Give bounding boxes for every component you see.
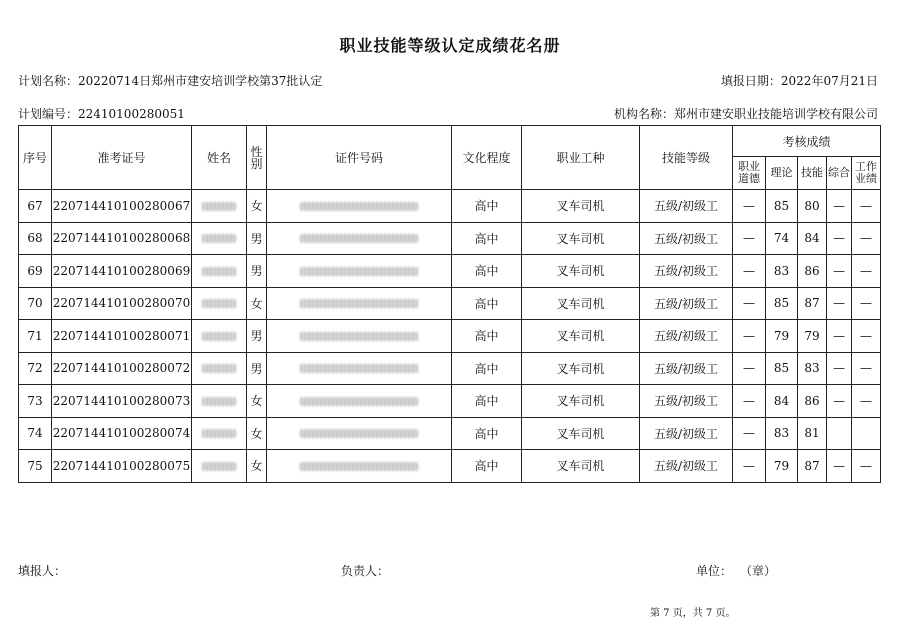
cell-ethics: — (733, 255, 766, 288)
cell-skill: 86 (798, 255, 827, 288)
cell-skill: 81 (798, 417, 827, 450)
cell-id-no (267, 352, 452, 385)
cell-level: 五级/初级工 (640, 450, 733, 483)
redacted-id-number (300, 234, 418, 243)
cell-work: — (852, 190, 881, 223)
cell-name (192, 287, 247, 320)
header-exam-no: 准考证号 (52, 126, 192, 190)
cell-name (192, 255, 247, 288)
footer-seal: （章） (740, 564, 777, 578)
cell-ethics: — (733, 222, 766, 255)
cell-gender: 男 (247, 255, 267, 288)
cell-level: 五级/初级工 (640, 352, 733, 385)
table-row (19, 320, 881, 353)
header-education: 文化程度 (452, 126, 522, 190)
cell-level: 五级/初级工 (640, 287, 733, 320)
table-row (19, 190, 881, 223)
cell-id-no (267, 450, 452, 483)
cell-skill: 87 (798, 287, 827, 320)
plan-number: 计划编号：22410100280051 (18, 107, 185, 121)
cell-name (192, 352, 247, 385)
cell-comprehensive: — (827, 385, 852, 418)
footer-unit: 单位： (696, 564, 733, 578)
cell-job: 叉车司机 (522, 385, 640, 418)
redacted-name (202, 332, 236, 341)
cell-exam-no: 220714410100280069 (52, 255, 192, 288)
cell-theory: 74 (766, 222, 798, 255)
cell-gender: 男 (247, 222, 267, 255)
header-ethics: 职业道德 (733, 157, 766, 190)
cell-level: 五级/初级工 (640, 320, 733, 353)
organization-name: 机构名称：郑州市建安职业技能培训学校有限公司 (613, 107, 878, 121)
cell-comprehensive: — (827, 222, 852, 255)
cell-theory: 79 (766, 320, 798, 353)
redacted-id-number (300, 267, 418, 276)
redacted-name (202, 397, 236, 406)
redacted-id-number (300, 202, 418, 211)
cell-education: 高中 (452, 352, 522, 385)
cell-seq: 71 (19, 320, 52, 353)
cell-education: 高中 (452, 255, 522, 288)
cell-job: 叉车司机 (522, 190, 640, 223)
cell-skill: 84 (798, 222, 827, 255)
cell-ethics: — (733, 450, 766, 483)
header-comprehensive: 综合 (827, 157, 852, 190)
cell-work: — (852, 385, 881, 418)
cell-education: 高中 (452, 222, 522, 255)
redacted-id-number (300, 397, 418, 406)
cell-id-no (267, 255, 452, 288)
cell-exam-no: 220714410100280067 (52, 190, 192, 223)
redacted-name (202, 234, 236, 243)
cell-job: 叉车司机 (522, 417, 640, 450)
cell-exam-no: 220714410100280075 (52, 450, 192, 483)
cell-education: 高中 (452, 385, 522, 418)
page-info: 第 7 页，共 7 页。 (650, 608, 736, 619)
cell-gender: 男 (247, 320, 267, 353)
cell-theory: 83 (766, 255, 798, 288)
header-theory: 理论 (766, 157, 798, 190)
table-row (19, 385, 881, 418)
page-title: 职业技能等级认定成绩花名册 (339, 36, 561, 55)
cell-seq: 75 (19, 450, 52, 483)
header-name: 姓名 (192, 126, 247, 190)
cell-education: 高中 (452, 320, 522, 353)
cell-work: — (852, 352, 881, 385)
header-job: 职业工种 (522, 126, 640, 190)
header-gender: 性别 (247, 126, 267, 190)
cell-education: 高中 (452, 287, 522, 320)
cell-ethics: — (733, 190, 766, 223)
report-date: 填报日期：2022年07月21日 (720, 74, 878, 88)
header-skill: 技能 (798, 157, 827, 190)
cell-id-no (267, 385, 452, 418)
cell-comprehensive: — (827, 287, 852, 320)
cell-theory: 85 (766, 287, 798, 320)
cell-seq: 73 (19, 385, 52, 418)
redacted-id-number (300, 429, 418, 438)
cell-skill: 80 (798, 190, 827, 223)
cell-exam-no: 220714410100280070 (52, 287, 192, 320)
cell-seq: 69 (19, 255, 52, 288)
table-row (19, 255, 881, 288)
cell-comprehensive: — (827, 450, 852, 483)
cell-theory: 84 (766, 385, 798, 418)
redacted-id-number (300, 364, 418, 373)
cell-ethics: — (733, 287, 766, 320)
cell-education: 高中 (452, 450, 522, 483)
plan-name: 计划名称：20220714日郑州市建安培训学校第37批认定 (18, 74, 323, 88)
footer-filler: 填报人： (18, 564, 67, 578)
header-id-no: 证件号码 (267, 126, 452, 190)
cell-skill: 79 (798, 320, 827, 353)
redacted-id-number (300, 462, 418, 471)
cell-comprehensive: — (827, 320, 852, 353)
cell-work: — (852, 320, 881, 353)
cell-work: — (852, 222, 881, 255)
cell-job: 叉车司机 (522, 255, 640, 288)
cell-gender: 男 (247, 352, 267, 385)
cell-ethics: — (733, 417, 766, 450)
table-row (19, 222, 881, 255)
redacted-id-number (300, 332, 418, 341)
table-row (19, 450, 881, 483)
cell-name (192, 385, 247, 418)
score-roster-table (18, 125, 881, 483)
redacted-name (202, 299, 236, 308)
cell-theory: 79 (766, 450, 798, 483)
cell-skill: 86 (798, 385, 827, 418)
header-level: 技能等级 (640, 126, 733, 190)
cell-name (192, 222, 247, 255)
cell-id-no (267, 222, 452, 255)
redacted-name (202, 202, 236, 211)
footer-responsible: 负责人： (341, 564, 390, 578)
roster-body (19, 190, 881, 483)
cell-seq: 68 (19, 222, 52, 255)
cell-comprehensive: — (827, 255, 852, 288)
cell-gender: 女 (247, 417, 267, 450)
cell-gender: 女 (247, 385, 267, 418)
cell-skill: 87 (798, 450, 827, 483)
cell-level: 五级/初级工 (640, 255, 733, 288)
cell-seq: 70 (19, 287, 52, 320)
cell-job: 叉车司机 (522, 450, 640, 483)
cell-exam-no: 220714410100280074 (52, 417, 192, 450)
cell-job: 叉车司机 (522, 352, 640, 385)
cell-seq: 74 (19, 417, 52, 450)
cell-gender: 女 (247, 287, 267, 320)
redacted-id-number (300, 299, 418, 308)
cell-id-no (267, 190, 452, 223)
redacted-name (202, 429, 236, 438)
cell-exam-no: 220714410100280073 (52, 385, 192, 418)
cell-exam-no: 220714410100280071 (52, 320, 192, 353)
cell-theory: 85 (766, 352, 798, 385)
cell-job: 叉车司机 (522, 287, 640, 320)
cell-ethics: — (733, 385, 766, 418)
cell-job: 叉车司机 (522, 320, 640, 353)
cell-work (852, 417, 881, 450)
cell-work: — (852, 255, 881, 288)
cell-level: 五级/初级工 (640, 417, 733, 450)
cell-name (192, 450, 247, 483)
cell-level: 五级/初级工 (640, 190, 733, 223)
cell-work: — (852, 450, 881, 483)
cell-gender: 女 (247, 190, 267, 223)
cell-theory: 85 (766, 190, 798, 223)
redacted-name (202, 364, 236, 373)
header-work: 工作业绩 (852, 157, 881, 190)
cell-skill: 83 (798, 352, 827, 385)
table-row (19, 352, 881, 385)
redacted-name (202, 462, 236, 471)
header-scores: 考核成绩 (733, 126, 881, 157)
cell-seq: 67 (19, 190, 52, 223)
cell-name (192, 320, 247, 353)
cell-ethics: — (733, 320, 766, 353)
cell-exam-no: 220714410100280072 (52, 352, 192, 385)
cell-work: — (852, 287, 881, 320)
cell-seq: 72 (19, 352, 52, 385)
cell-education: 高中 (452, 417, 522, 450)
cell-comprehensive (827, 417, 852, 450)
cell-level: 五级/初级工 (640, 385, 733, 418)
cell-name (192, 190, 247, 223)
cell-comprehensive: — (827, 352, 852, 385)
cell-education: 高中 (452, 190, 522, 223)
cell-comprehensive: — (827, 190, 852, 223)
cell-id-no (267, 320, 452, 353)
table-row (19, 287, 881, 320)
table-row (19, 417, 881, 450)
cell-exam-no: 220714410100280068 (52, 222, 192, 255)
cell-level: 五级/初级工 (640, 222, 733, 255)
cell-id-no (267, 417, 452, 450)
cell-id-no (267, 287, 452, 320)
cell-job: 叉车司机 (522, 222, 640, 255)
cell-ethics: — (733, 352, 766, 385)
redacted-name (202, 267, 236, 276)
cell-theory: 83 (766, 417, 798, 450)
cell-name (192, 417, 247, 450)
header-seq: 序号 (19, 126, 52, 190)
cell-gender: 女 (247, 450, 267, 483)
